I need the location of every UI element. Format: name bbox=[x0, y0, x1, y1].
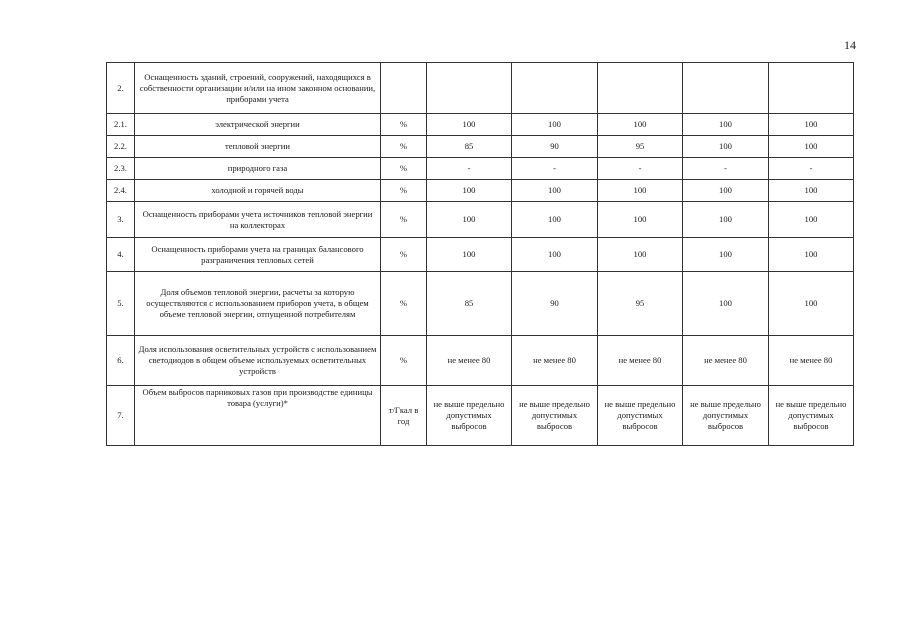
value-cell: 100 bbox=[512, 238, 598, 272]
indicator-name: Оснащенность зданий, строений, сооружений, находящихся в собственности организации и/или на ином законном основании, приборами учета bbox=[135, 63, 381, 114]
row-number: 2.4. bbox=[107, 180, 135, 202]
value-cell: 100 bbox=[598, 238, 683, 272]
value-cell: 85 bbox=[427, 136, 512, 158]
value-cell: не выше предельно допустимых выбросов bbox=[427, 386, 512, 446]
value-cell bbox=[598, 63, 683, 114]
unit-cell: % bbox=[381, 180, 427, 202]
indicator-name: Доля использования осветительных устройств с использованием светодиодов в общем объеме используемых осветительных устройств bbox=[135, 336, 381, 386]
value-cell: не выше предельно допустимых выбросов bbox=[598, 386, 683, 446]
indicator-name: Объем выбросов парниковых газов при производстве единицы товара (услуги)* bbox=[135, 386, 381, 446]
value-cell: 100 bbox=[512, 180, 598, 202]
table-row bbox=[107, 63, 854, 114]
value-cell bbox=[769, 63, 854, 114]
table-row bbox=[107, 272, 854, 336]
value-cell: не менее 80 bbox=[598, 336, 683, 386]
value-cell: 100 bbox=[769, 272, 854, 336]
indicator-name: тепловой энергии bbox=[135, 136, 381, 158]
value-cell: 95 bbox=[598, 136, 683, 158]
value-cell: 100 bbox=[683, 136, 769, 158]
unit-cell: % bbox=[381, 272, 427, 336]
table-row bbox=[107, 386, 854, 446]
table-row bbox=[107, 180, 854, 202]
indicator-name: Оснащенность приборами учета источников тепловой энергии на коллекторах bbox=[135, 202, 381, 238]
table-row bbox=[107, 136, 854, 158]
value-cell: - bbox=[769, 158, 854, 180]
value-cell: 100 bbox=[683, 202, 769, 238]
table-row bbox=[107, 158, 854, 180]
value-cell: 100 bbox=[427, 180, 512, 202]
value-cell: не менее 80 bbox=[683, 336, 769, 386]
indicator-name: Доля объемов тепловой энергии, расчеты за которую осуществляются с использованием приборов учета, в общем объеме тепловой энергии, отпущенной потребителям bbox=[135, 272, 381, 336]
row-number: 6. bbox=[107, 336, 135, 386]
unit-cell: % bbox=[381, 238, 427, 272]
unit-cell: % bbox=[381, 202, 427, 238]
value-cell: 100 bbox=[598, 180, 683, 202]
table-row bbox=[107, 114, 854, 136]
value-cell bbox=[512, 63, 598, 114]
value-cell: 100 bbox=[512, 202, 598, 238]
unit-cell: % bbox=[381, 158, 427, 180]
indicator-name: Оснащенность приборами учета на границах балансового разграничения тепловых сетей bbox=[135, 238, 381, 272]
value-cell: 90 bbox=[512, 136, 598, 158]
row-number: 2. bbox=[107, 63, 135, 114]
value-cell: 100 bbox=[769, 202, 854, 238]
value-cell: не выше предельно допустимых выбросов bbox=[769, 386, 854, 446]
indicator-name: электрической энергии bbox=[135, 114, 381, 136]
unit-cell: % bbox=[381, 136, 427, 158]
row-number: 2.1. bbox=[107, 114, 135, 136]
table-row bbox=[107, 238, 854, 272]
value-cell: - bbox=[427, 158, 512, 180]
value-cell: 100 bbox=[769, 238, 854, 272]
table-row bbox=[107, 336, 854, 386]
value-cell: 100 bbox=[427, 202, 512, 238]
row-number: 4. bbox=[107, 238, 135, 272]
value-cell: - bbox=[598, 158, 683, 180]
indicators-table bbox=[106, 62, 854, 446]
row-number: 2.2. bbox=[107, 136, 135, 158]
value-cell bbox=[683, 63, 769, 114]
row-number: 3. bbox=[107, 202, 135, 238]
row-number: 7. bbox=[107, 386, 135, 446]
value-cell: 100 bbox=[769, 136, 854, 158]
value-cell: 90 bbox=[512, 272, 598, 336]
value-cell: 100 bbox=[598, 202, 683, 238]
value-cell: не выше предельно допустимых выбросов bbox=[683, 386, 769, 446]
value-cell: 100 bbox=[683, 238, 769, 272]
unit-cell: % bbox=[381, 114, 427, 136]
value-cell: 100 bbox=[769, 180, 854, 202]
unit-cell: % bbox=[381, 336, 427, 386]
value-cell: 100 bbox=[427, 114, 512, 136]
value-cell: не менее 80 bbox=[769, 336, 854, 386]
value-cell bbox=[427, 63, 512, 114]
value-cell: 100 bbox=[512, 114, 598, 136]
page-number: 14 bbox=[844, 38, 856, 52]
unit-cell: т/Гкал в год bbox=[381, 386, 427, 446]
value-cell: не выше предельно допустимых выбросов bbox=[512, 386, 598, 446]
indicator-name: холодной и горячей воды bbox=[135, 180, 381, 202]
value-cell: - bbox=[512, 158, 598, 180]
value-cell: 85 bbox=[427, 272, 512, 336]
indicator-name: природного газа bbox=[135, 158, 381, 180]
value-cell: не менее 80 bbox=[427, 336, 512, 386]
value-cell: 100 bbox=[683, 114, 769, 136]
value-cell: 100 bbox=[683, 180, 769, 202]
value-cell: 95 bbox=[598, 272, 683, 336]
value-cell: - bbox=[683, 158, 769, 180]
value-cell: 100 bbox=[427, 238, 512, 272]
value-cell: 100 bbox=[683, 272, 769, 336]
unit-cell bbox=[381, 63, 427, 114]
value-cell: не менее 80 bbox=[512, 336, 598, 386]
table-row bbox=[107, 202, 854, 238]
row-number: 2.3. bbox=[107, 158, 135, 180]
value-cell: 100 bbox=[598, 114, 683, 136]
value-cell: 100 bbox=[769, 114, 854, 136]
row-number: 5. bbox=[107, 272, 135, 336]
